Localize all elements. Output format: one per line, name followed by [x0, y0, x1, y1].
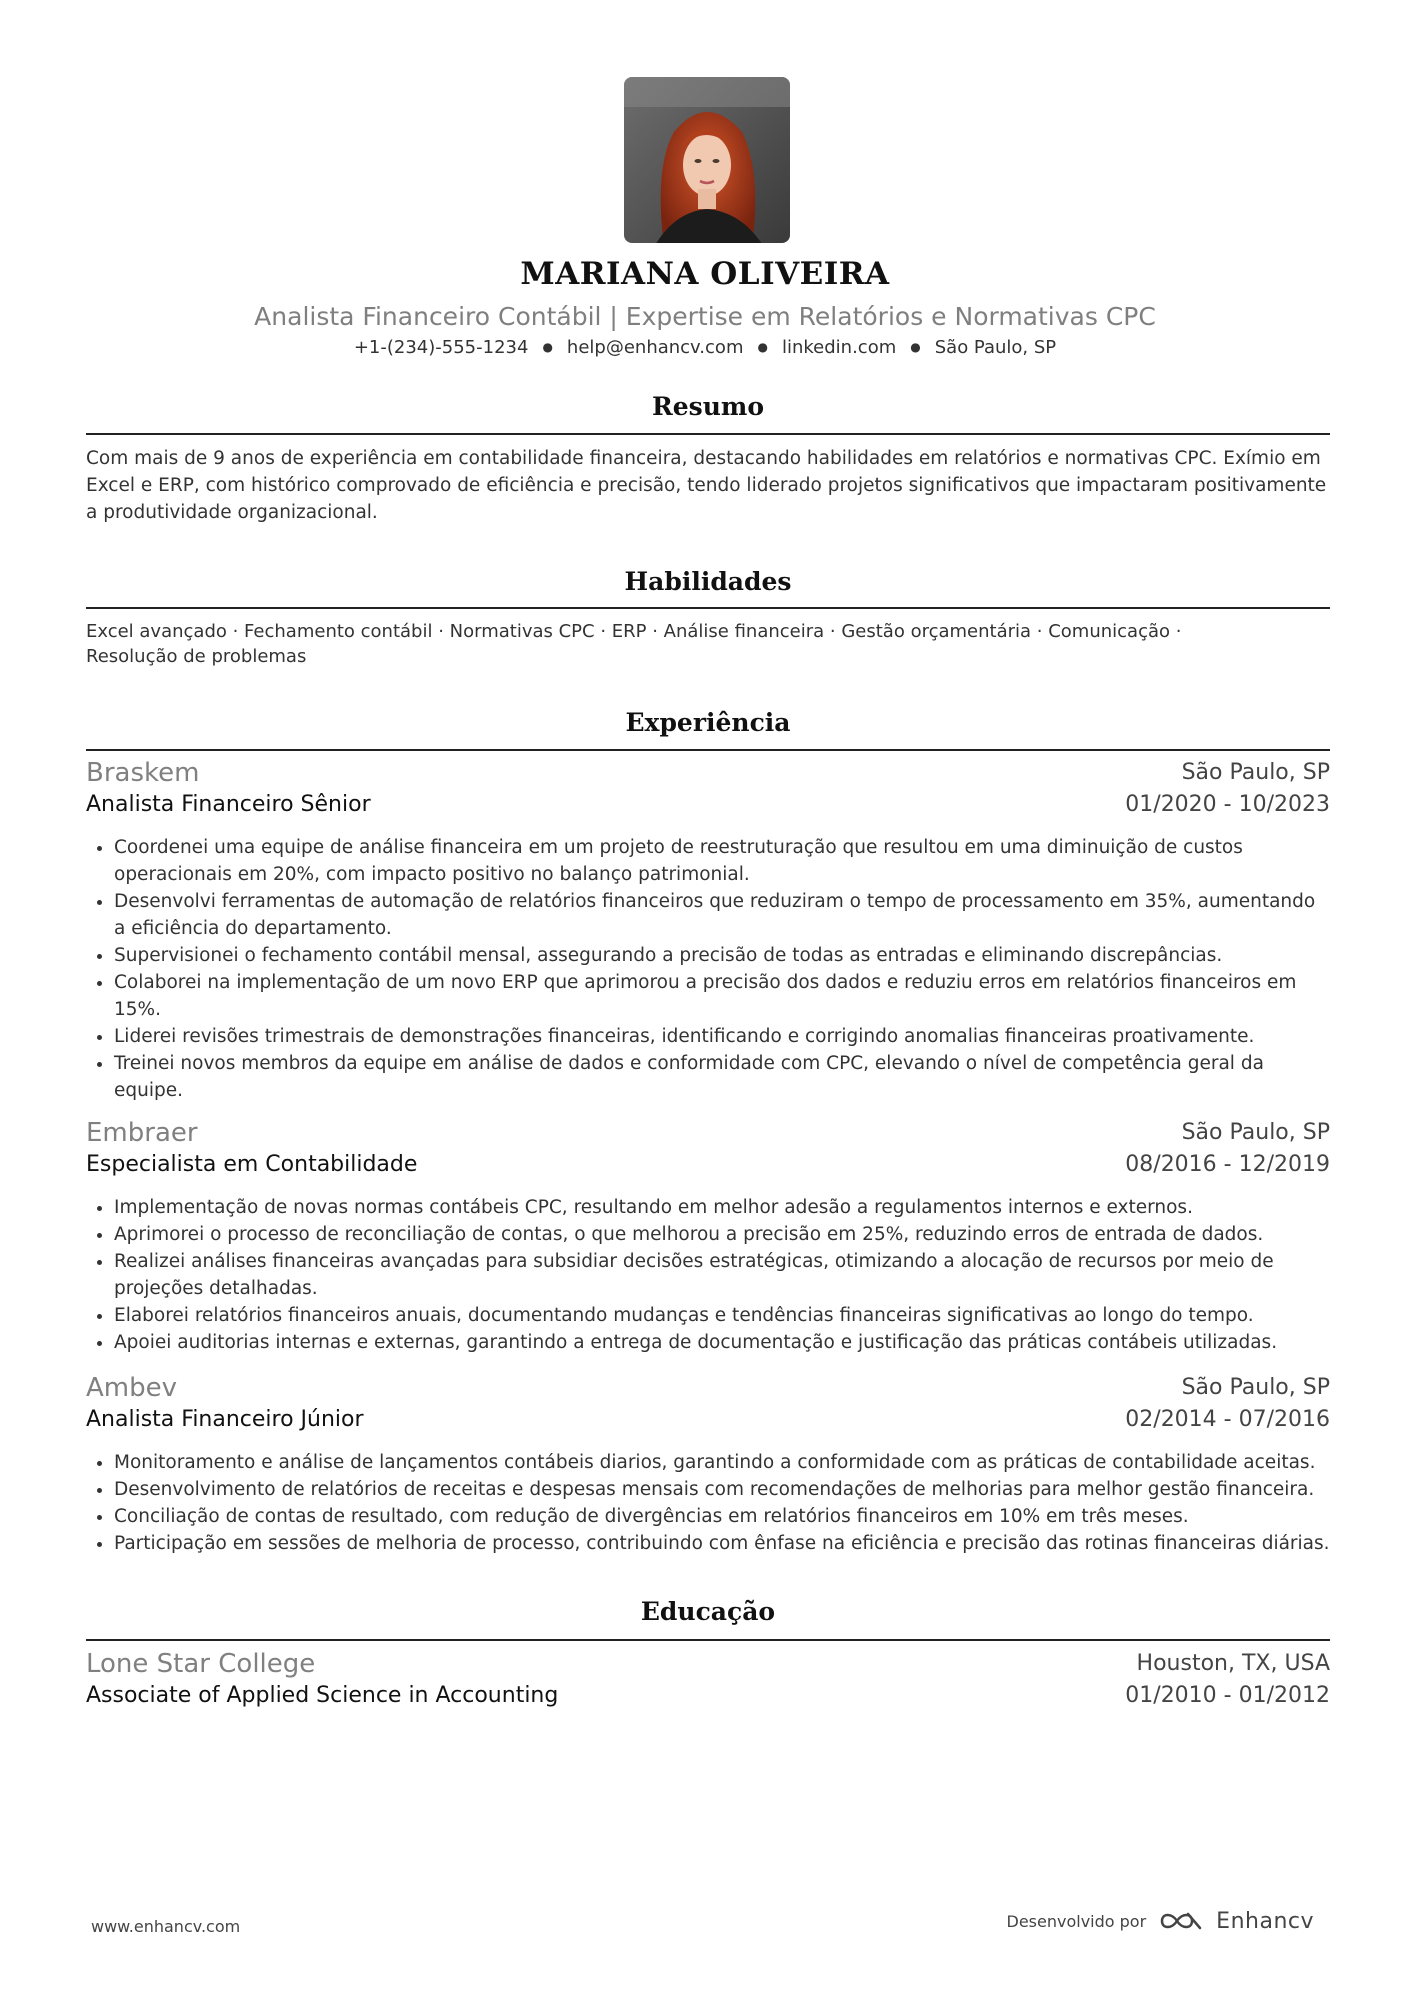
school-location: Houston, TX, USA [1136, 1651, 1330, 1676]
section-divider [86, 1639, 1330, 1641]
section-title-experience: Experiência [625, 708, 791, 737]
phone: +1-(234)-555-1234 [353, 337, 529, 358]
bullet-item: • Aprimorei o processo de reconciliação de contas, o que melhorou a precisão em 25%, reduzindo erros de entrada de dados. [114, 1221, 1330, 1248]
job-title: Analista Financeiro Júnior [86, 1407, 364, 1432]
bullet-item: • Supervisionei o fechamento contábil mensal, assegurando a precisão de todas as entradas e eliminando discrepâncias. [114, 942, 1330, 969]
job-dates: 02/2014 - 07/2016 [1125, 1407, 1330, 1432]
degree: Associate of Applied Science in Accounting [86, 1683, 559, 1708]
footer-website[interactable]: www.enhancv.com [91, 1917, 241, 1936]
job-location: São Paulo, SP [1181, 760, 1330, 785]
email[interactable]: help@enhancv.com [566, 337, 744, 358]
education-entry [86, 1649, 1330, 1717]
enhancv-logo-icon [1158, 1908, 1204, 1934]
bullet-item: • Desenvolvi ferramentas de automação de relatórios financeiros que reduziram o tempo de processamento em 35%, aumentando a eficiência do departamento. [114, 888, 1330, 942]
bullet-item: • Participação em sessões de melhoria de processo, contribuindo com ênfase na eficiência e precisão das rotinas financeiras diárias. [114, 1530, 1330, 1557]
bullet-item: • Liderei revisões trimestrais de demonstrações financeiras, identificando e corrigindo anomalias financeiras proativamente. [114, 1023, 1330, 1050]
job-title: Analista Financeiro Sênior [86, 792, 371, 817]
bullet-item: • Monitoramento e análise de lançamentos contábeis diarios, garantindo a conformidade com as práticas de contabilidade aceitas. [114, 1449, 1330, 1476]
location: São Paulo, SP [934, 337, 1057, 358]
section-divider [86, 433, 1330, 435]
linkedin[interactable]: linkedin.com [781, 337, 897, 358]
footer-branding[interactable] [1007, 1908, 1314, 1934]
education-dates: 01/2010 - 01/2012 [1125, 1683, 1330, 1708]
bullet-item: • Conciliação de contas de resultado, com redução de divergências em relatórios financeiros em 10% em três meses. [114, 1503, 1330, 1530]
school-name: Lone Star College [86, 1649, 316, 1679]
company-name: Braskem [86, 758, 200, 788]
skills-text: Excel avançado · Fechamento contábil · Normativas CPC · ERP · Análise financeira · Gestão orçamentária · Comunicação · Resolução de problemas [86, 621, 1182, 667]
powered-by-label: Desenvolvido por [1006, 1911, 1147, 1931]
bullet-item: • Apoiei auditorias internas e externas, garantindo a entrega de documentação e justificação das práticas contábeis utilizadas. [114, 1329, 1330, 1356]
brand-name: Enhancv [1216, 1908, 1314, 1934]
section-title-skills: Habilidades [624, 567, 792, 596]
section-divider [86, 607, 1330, 609]
separator-dot: ● [542, 340, 553, 354]
separator-dot: ● [910, 340, 921, 354]
job-entry [86, 1118, 1330, 1356]
company-name: Ambev [86, 1373, 177, 1403]
bullet-item: • Coordenei uma equipe de análise financeira em um projeto de reestruturação que resultou em uma diminuição de custos operacionais em 20%, com impacto positivo no balanço patrimonial. [114, 834, 1330, 888]
candidate-name: MARIANA OLIVEIRA [520, 256, 890, 292]
job-bullets [86, 1194, 1330, 1356]
company-name: Embraer [86, 1118, 198, 1148]
profile-photo [624, 77, 790, 243]
summary-text: Com mais de 9 anos de experiência em contabilidade financeira, destacando habilidades em relatórios e normativas CPC. Exímio em Excel e ERP, com histórico comprovado de eficiência e precisão, tendo liderado projetos significativos que impactaram positivamente a produtividade organizacional. [86, 448, 1327, 523]
job-bullets [86, 1449, 1330, 1557]
bullet-item: • Elaborei relatórios financeiros anuais, documentando mudanças e tendências financeiras significativas ao longo do tempo. [114, 1302, 1330, 1329]
job-entry [86, 758, 1330, 1104]
bullet-item: • Implementação de novas normas contábeis CPC, resultando em melhor adesão a regulamentos internos e externos. [114, 1194, 1330, 1221]
job-dates: 08/2016 - 12/2019 [1125, 1152, 1330, 1177]
job-title: Especialista em Contabilidade [86, 1152, 418, 1177]
separator-dot: ● [757, 340, 768, 354]
job-entry [86, 1373, 1330, 1557]
candidate-headline: Analista Financeiro Contábil | Expertise em Relatórios e Normativas CPC [254, 302, 1156, 331]
section-title-education: Educação [640, 1597, 776, 1626]
section-title-summary: Resumo [651, 392, 765, 421]
bullet-item: • Treinei novos membros da equipe em análise de dados e conformidade com CPC, elevando o nível de competência geral da equipe. [114, 1050, 1330, 1104]
job-location: São Paulo, SP [1181, 1375, 1330, 1400]
job-bullets [86, 834, 1330, 1104]
job-dates: 01/2020 - 10/2023 [1125, 792, 1330, 817]
bullet-item: • Desenvolvimento de relatórios de receitas e despesas mensais com recomendações de melhorias para melhor gestão financeira. [114, 1476, 1330, 1503]
bullet-item: • Realizei análises financeiras avançadas para subsidiar decisões estratégicas, otimizando a alocação de recursos por meio de projeções detalhadas. [114, 1248, 1330, 1302]
contact-line [0, 337, 1410, 358]
bullet-item: • Colaborei na implementação de um novo ERP que aprimorou a precisão dos dados e reduziu erros em relatórios financeiros em 15%. [114, 969, 1330, 1023]
section-divider [86, 749, 1330, 751]
job-location: São Paulo, SP [1181, 1120, 1330, 1145]
